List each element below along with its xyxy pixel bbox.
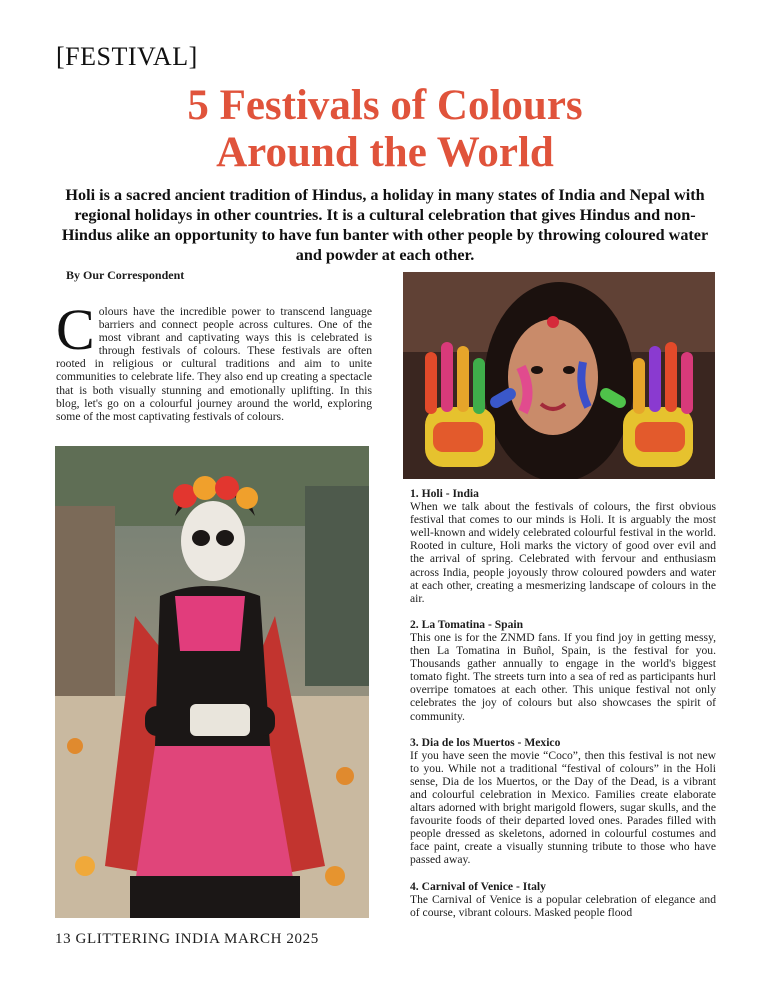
standfirst: Holi is a sacred ancient tradition of Hindus, a holiday in many states of India and Nepal with regional holidays in other countries. It is a cultural celebration that gives Hindus and non-Hindus alike an opportunity to have fun banter with other people by throwing coloured water and powder at each other. <box>61 186 709 264</box>
holi-painted-hands-photo <box>403 272 715 479</box>
article-body: This one is for the ZNMD fans. If you find joy in getting messy, then La Tomatina in Buñol, Spain, is the festival for you. Thousands gather annually to engage in the world's biggest tomato fight. The streets turn into a sea of red as participants hurl overripe tomatoes at each other. This unique festival not only celebrates the joy of colours but also showcases the spirit of community. <box>410 630 716 723</box>
holi-illustration <box>403 272 715 479</box>
intro-paragraph <box>56 297 372 423</box>
article-heading: 2. La Tomatina - Spain <box>410 617 524 631</box>
title-line-2: Around the World <box>216 129 554 176</box>
title-line-1: 5 Festivals of Colours <box>187 82 583 129</box>
article-dia-de-los-muertos <box>410 736 716 867</box>
article-body: The Carnival of Venice is a popular celebration of elegance and of course, vibrant colours. Masked people flood <box>410 892 716 919</box>
article-body: If you have seen the movie “Coco”, then this festival is not new to you. While not a traditional “festival of colours” in the Holi sense, Dia de los Muertos, or the Day of the Dead, is a vibrant and colourful celebration in Mexico. Families create elaborate altars adorned with bright marigold flowers, sugar skulls, and the favourite foods of their departed loved ones. Parades filled with people dressed as skeletons, adorned in colourful costumes and face paint, create a visually stunning tribute to those who have passed away. <box>410 748 716 867</box>
article-heading: 3. Dia de los Muertos - Mexico <box>410 735 561 749</box>
article-title <box>0 82 770 176</box>
article-holi <box>410 487 716 605</box>
catrina-costume-photo <box>55 446 369 918</box>
article-la-tomatina <box>410 618 716 723</box>
page-folio: 13 GLITTERING INDIA MARCH 2025 <box>55 931 319 947</box>
article-body: When we talk about the festivals of colours, the first obvious festival that comes to our minds is Holi. It is arguably the most well-known and widely celebrated colourful festival in the world. Rooted in culture, Holi marks the victory of good over evil and the arrival of spring. Celebrated with fervour and enthusiasm across India, people joyously throw coloured powders and water at each other, creating a mesmerizing landscape of colours in the air. <box>410 500 716 605</box>
drop-cap: C <box>56 297 95 362</box>
section-tag: [FESTIVAL] <box>56 42 198 71</box>
byline: By Our Correspondent <box>66 268 185 282</box>
article-carnival-of-venice <box>410 880 716 919</box>
article-list <box>410 487 716 932</box>
catrina-illustration <box>55 446 369 918</box>
article-heading: 1. Holi - India <box>410 487 479 500</box>
intro-text: olours have the incredible power to transcend language barriers and connect people across cultures. One of the most vibrant and captivating ways this is celebrated is through festivals of colours. These festivals are often rooted in religious or cultural traditions and aim to unite communities to celebrate life. They also end up creating a spectacle that is both visually stunning and emotionally uplifting. In this blog, let's go on a colourful journey around the world, exploring some of the most captivating festivals of colours. <box>56 305 372 423</box>
article-heading: 4. Carnival of Venice - Italy <box>410 879 546 893</box>
